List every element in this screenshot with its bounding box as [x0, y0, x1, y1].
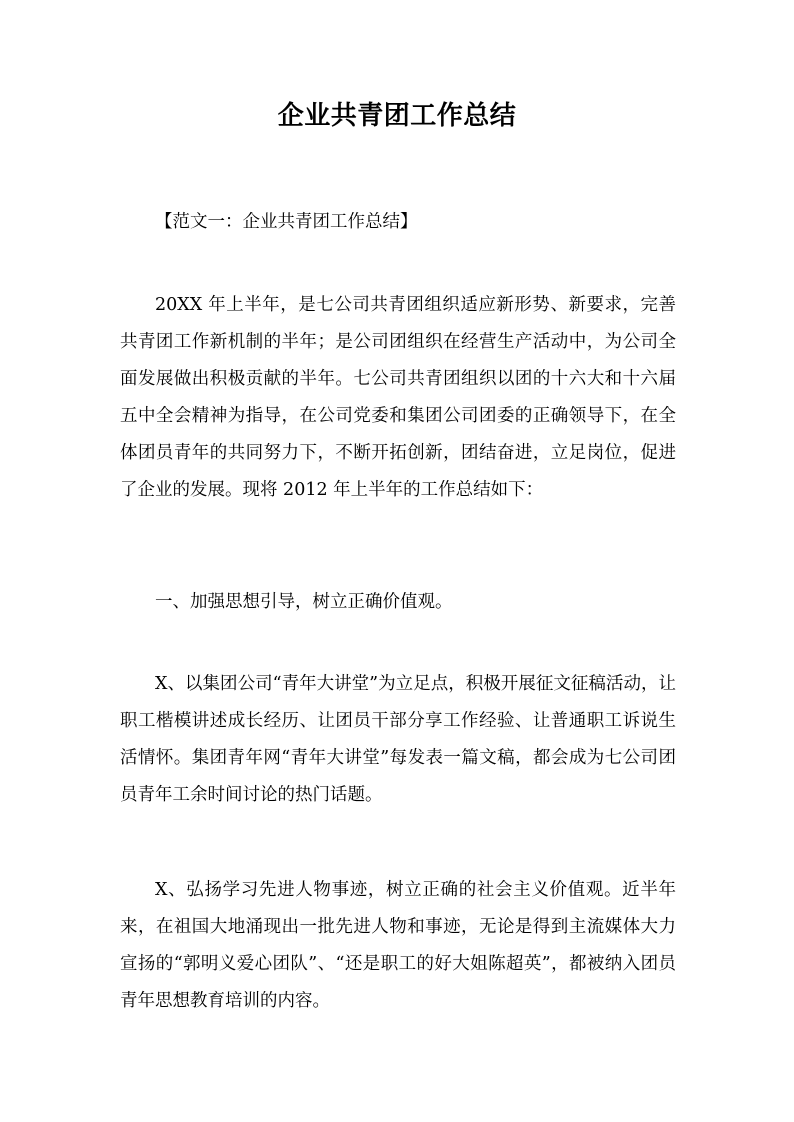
- section-heading: 一、加强思想引导，树立正确价值观。: [155, 592, 453, 612]
- paragraph-intro: 20XX 年上半年，是七公司共青团组织适应新形势、新要求，完善共青团工作新机制的半年；是公司团组织在经营生产活动中，为公司全面发展做出积极贡献的半年。七公司共青团组织以团的十六大和十六届五中全会精神为指导，在公司党委和集团公司团委的正确领导下，在全体团员青年的共同努力下，不断开拓创新，团结奋进，立足岗位，促进了企业的发展。现将 2012 年上半年的工作总结如下：: [120, 295, 676, 500]
- document-subtitle: 【范文一：企业共青团工作总结】: [155, 212, 418, 232]
- paragraph-item-2: X、弘扬学习先进人物事迹，树立正确的社会主义价值观。近半年来，在祖国大地涌现出一批先进人物和事迹，无论是得到主流媒体大力宣扬的“郭明义爱心团队”、“还是职工的好大姐陈超英”，都被纳入团员青年思想教育培训的内容。: [120, 880, 676, 1011]
- paragraph-item-1: X、以集团公司“青年大讲堂”为立足点，积极开展征文征稿活动，让职工楷模讲述成长经历、让团员干部分享工作经验、让普通职工诉说生活情怀。集团青年网“青年大讲堂”每发表一篇文稿，都会成为七公司团员青年工余时间讨论的热门话题。: [120, 674, 676, 805]
- document-title: 企业共青团工作总结: [277, 101, 517, 131]
